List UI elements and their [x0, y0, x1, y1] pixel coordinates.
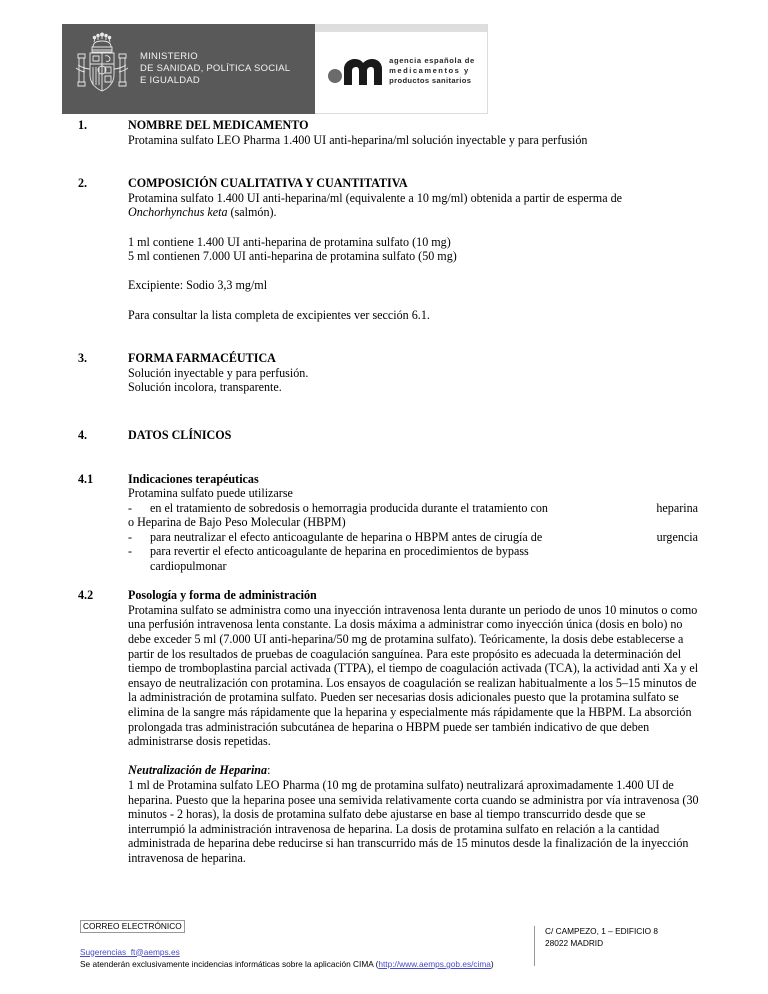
section-3-title: FORMA FARMACÉUTICA — [128, 351, 276, 366]
bullet-marker: - — [128, 500, 133, 515]
bullet-1-text — [150, 501, 698, 516]
correo-electronico-label: CORREO ELECTRÓNICO — [80, 920, 185, 933]
document-body — [0, 118, 768, 866]
spacer — [0, 574, 768, 589]
section-2-p1-species: Onchorhynchus keta — [128, 205, 228, 220]
spacer — [0, 293, 768, 308]
section-4-2-paragraph-2: 1 ml de Protamina sulfato LEO Pharma (10 mg de protamina sulfato) neutralizará aproximadamente 1.400 UI de heparina. Puesto que la heparina posee una semivida relativamente corta cuando se administra por vía intravenosa (30 minutos - 2 horas), la dosis de protamina sulfato debe ajustarse en base al tiempo transcurrido desde que se interrumpió la administración intravenosa de heparina. La dosis de protamina sulfato en relación a la cantidad administrada de heparina debe reducirse si han transcurrido más de 15 minutos desde la finalización de la inyección intravenosa de heparina. — [128, 777, 699, 865]
section-3-heading — [0, 351, 768, 366]
section-4-2-title: Posología y forma de administración — [128, 588, 317, 603]
section-4-1-title: Indicaciones terapéuticas — [128, 471, 259, 486]
section-4-1-bullet-2 — [128, 530, 698, 545]
bullet-1-main: en el tratamiento de sobredosis o hemorragia producida durante el tratamiento con — [150, 500, 548, 515]
spacer — [0, 443, 768, 472]
section-2-heading — [0, 176, 768, 191]
ministerio-line-3: E IGUALDAD — [140, 75, 201, 87]
bullet-2-trailing: urgencia — [656, 529, 698, 544]
section-2-dose-line-2: 5 ml contienen 7.000 UI anti-heparina de protamina sulfato (50 mg) — [128, 249, 457, 264]
section-4-title: DATOS CLÍNICOS — [128, 427, 232, 442]
bullet-marker: - — [128, 529, 133, 544]
aemps-line-3: productos sanitarios — [389, 76, 472, 85]
spanish-coat-of-arms-icon — [72, 32, 132, 106]
footer-email-link[interactable]: Sugerencias_ft@aemps.es — [80, 946, 180, 957]
section-1-heading — [0, 118, 768, 133]
spacer — [0, 749, 768, 764]
section-4-1-number: 4.1 — [78, 471, 94, 486]
aemps-logo-block — [315, 24, 488, 114]
section-2-dose-line-1: 1 ml contiene 1.400 UI anti-heparina de protamina sulfato (10 mg) — [128, 234, 451, 249]
document-header — [62, 24, 488, 114]
ministerio-line-2: DE SANIDAD, POLÍTICA SOCIAL — [140, 62, 291, 74]
section-4-2-number: 4.2 — [78, 588, 94, 603]
bullet-1-trailing: heparina — [656, 500, 698, 515]
section-1-body: Protamina sulfato LEO Pharma 1.400 UI anti-heparina/ml solución inyectable y para perfusión — [128, 132, 588, 147]
section-2-excipientes-ref: Para consultar la lista completa de excipientes ver sección 6.1. — [128, 307, 430, 322]
section-2-excipiente: Excipiente: Sodio 3,3 mg/ml — [128, 278, 268, 293]
section-3-line-2: Solución incolora, transparente. — [128, 380, 282, 395]
footer-address-line-2: 28022 MADRID — [545, 937, 604, 948]
section-2-title: COMPOSICIÓN CUALITATIVA Y CUANTITATIVA — [128, 176, 408, 191]
section-4-2-subheading-text: Neutralización de Heparina — [128, 763, 268, 778]
section-4-2-subheading-colon: : — [267, 763, 271, 778]
bullet-3-main: para revertir el efecto anticoagulante de heparina en procedimientos de bypass — [150, 544, 529, 559]
footer-cima-link[interactable]: http://www.aemps.gob.es/cima — [378, 959, 491, 969]
section-4-1-intro: Protamina sulfato puede utilizarse — [128, 486, 293, 501]
section-4-1-bullet-3-cont: cardiopulmonar — [150, 559, 227, 574]
section-4-1-heading — [0, 472, 768, 487]
ministerio-line-1: MINISTERIO — [140, 50, 198, 62]
bullet-2-main: para neutralizar el efecto anticoagulante de heparina o HBPM antes de cirugía de — [150, 529, 543, 544]
spacer — [0, 147, 768, 176]
section-4-heading — [0, 428, 768, 443]
section-4-1-bullet-1 — [128, 501, 698, 516]
bullet-2-text — [150, 530, 698, 545]
footer-address-line-1: C/ CAMPEZO, 1 – EDIFICIO 8 — [545, 926, 658, 936]
spacer — [0, 395, 768, 428]
footer-note — [80, 959, 510, 971]
section-1-title: NOMBRE DEL MEDICAMENTO — [128, 118, 309, 132]
footer-note-before: Se atenderán exclusivamente incidencias informáticas sobre la aplicación CIMA ( — [80, 959, 379, 969]
section-2-number: 2. — [78, 176, 88, 191]
footer-note-after: ) — [490, 959, 494, 969]
section-2-p1-a: Protamina sulfato 1.400 UI anti-heparina/ml (equivalente a 10 mg/ml) obtenida a partir de esperma de — [128, 190, 623, 205]
spacer — [0, 322, 768, 351]
footer-left-block — [80, 920, 510, 971]
section-3-line-1: Solución inyectable y para perfusión. — [128, 365, 309, 380]
section-2-p1-b: (salmón). — [227, 205, 277, 220]
section-4-2-subheading — [128, 763, 698, 778]
spacer — [0, 264, 768, 279]
section-4-2-paragraph-1: Protamina sulfato se administra como una inyección intravenosa lenta durante un periodo de unos 10 minutos o como una perfusión intravenosa lenta constante. La dosis máxima a administrar como inyección única (dosis en bolo) no debe exceder 5 ml (7.000 UI anti-heparina/50 mg de protamina sulfato). Teóricamente, la dosis debe establecerse a partir de los resultados de pruebas de coagulación sanguínea. Para este propósito es adecuada la determinación del tiempo de tromboplastina parcial activada (TTPA), el tiempo de coagulación activada (TCA), la actividad anti Xa y el ensayo de neutralización con protamina. Los ensayos de coagulación se realizan habitualmente a los 5–15 minutos de la administración de protamina sulfato. Pueden ser necesarias dosis adicionales puesto que la protamina sulfato se elimina de la sangre más rápidamente que la heparina y especialmente más rápidamente que la HBPM. La absorción prolongada tras administración subcutánea de heparina o HBPM puede ser también indicativo de que deben administrarse dosis repetidas. — [128, 602, 699, 749]
section-3-number: 3. — [78, 351, 88, 366]
agencia-top-band — [315, 25, 487, 32]
bullet-marker: - — [128, 544, 133, 559]
section-1-number: 1. — [78, 118, 88, 132]
ministerio-label — [140, 51, 290, 88]
aemps-line-1: agencia española de — [389, 56, 475, 65]
aemps-line-2: medicamentos y — [389, 66, 470, 75]
section-4-1-bullet-1-cont: o Heparina de Bajo Peso Molecular (HBPM) — [128, 515, 346, 530]
section-4-1-bullet-3 — [128, 544, 698, 559]
aemps-label — [389, 56, 475, 86]
ministerio-logo-block — [62, 24, 315, 114]
section-4-2-heading — [0, 588, 768, 603]
footer-address-block — [534, 926, 658, 966]
aemps-logo-icon — [327, 56, 382, 86]
section-2-paragraph-1 — [128, 191, 698, 220]
spacer — [0, 220, 768, 235]
section-4-number: 4. — [78, 427, 88, 442]
